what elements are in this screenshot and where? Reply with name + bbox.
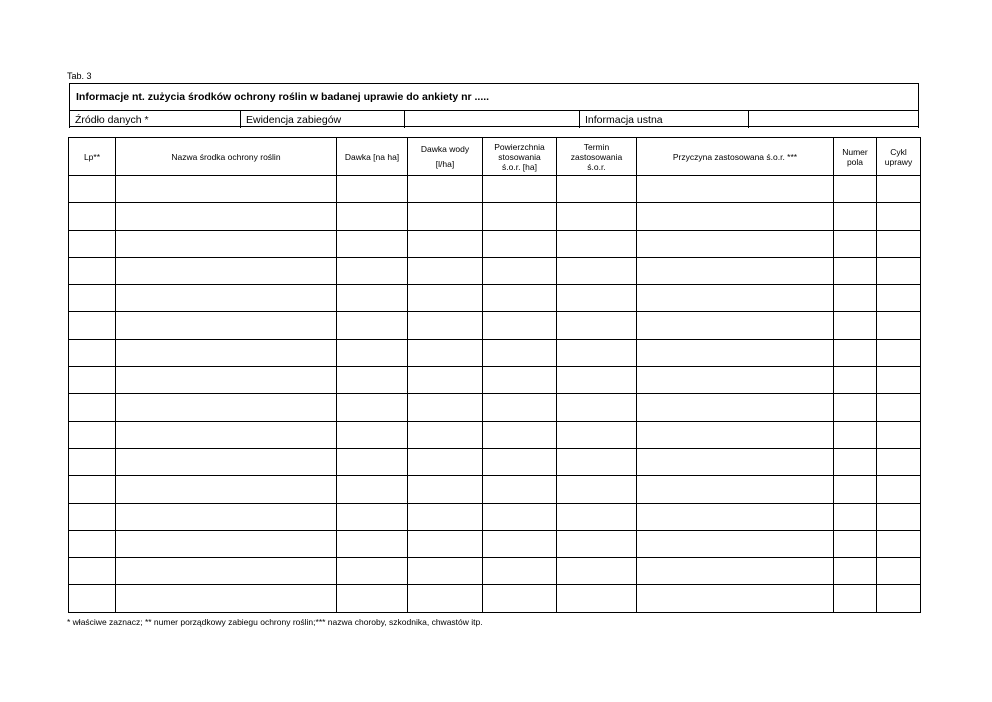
col-lp-cell[interactable]	[69, 203, 116, 230]
header-line: stosowania	[498, 151, 541, 162]
col-product-name-cell[interactable]	[116, 285, 337, 312]
header-line: Przyczyna zastosowana ś.o.r. ***	[672, 151, 798, 162]
table-number-label: Tab. 3	[67, 71, 92, 81]
col-area-cell[interactable]	[483, 257, 557, 284]
col-product-name-cell[interactable]	[116, 257, 337, 284]
col-lp-cell[interactable]	[69, 257, 116, 284]
col-crop-cycle-cell[interactable]	[877, 394, 921, 421]
col-reason-header	[637, 138, 834, 176]
col-area-cell[interactable]	[483, 503, 557, 530]
col-date-cell[interactable]	[557, 285, 637, 312]
col-crop-cycle-cell[interactable]	[877, 312, 921, 339]
table-header-row	[69, 138, 921, 176]
col-crop-cycle-cell[interactable]	[877, 476, 921, 503]
form-header	[69, 83, 919, 127]
col-reason-cell[interactable]	[637, 203, 834, 230]
col-field-number-cell[interactable]	[834, 367, 877, 394]
col-reason-cell[interactable]	[637, 421, 834, 448]
col-date-cell[interactable]	[557, 394, 637, 421]
col-water-dose-cell[interactable]	[408, 530, 483, 557]
col-field-number-cell[interactable]	[834, 448, 877, 475]
col-water-dose-cell[interactable]	[408, 394, 483, 421]
col-dose-cell[interactable]	[337, 448, 408, 475]
col-water-dose-cell[interactable]	[408, 448, 483, 475]
col-lp-cell[interactable]	[69, 285, 116, 312]
col-reason-cell[interactable]	[637, 339, 834, 366]
col-area-cell[interactable]	[483, 367, 557, 394]
table-row	[69, 503, 921, 530]
col-crop-cycle-cell[interactable]	[877, 285, 921, 312]
table-row	[69, 312, 921, 339]
header-line: pola	[846, 156, 864, 167]
col-lp-cell[interactable]	[69, 176, 116, 203]
col-date-cell[interactable]	[557, 503, 637, 530]
col-reason-cell[interactable]	[637, 312, 834, 339]
header-line: Nazwa środka ochrony roślin	[171, 151, 281, 162]
col-field-number-cell[interactable]	[834, 312, 877, 339]
col-product-name-cell[interactable]	[116, 585, 337, 612]
col-dose-cell[interactable]	[337, 476, 408, 503]
col-lp-cell[interactable]	[69, 503, 116, 530]
table-row	[69, 285, 921, 312]
header-line: Lp**	[83, 151, 101, 162]
col-lp-header	[69, 138, 116, 176]
col-water-dose-cell[interactable]	[408, 558, 483, 585]
col-reason-cell[interactable]	[637, 230, 834, 257]
col-lp-cell[interactable]	[69, 585, 116, 612]
data-source-row	[69, 110, 919, 128]
col-field-number-cell[interactable]	[834, 394, 877, 421]
col-date-cell[interactable]	[557, 476, 637, 503]
col-dose-header	[337, 138, 408, 176]
table-row	[69, 203, 921, 230]
col-water-dose-cell[interactable]	[408, 257, 483, 284]
header-line: ś.o.r.	[587, 161, 606, 172]
col-area-cell[interactable]	[483, 421, 557, 448]
col-area-header	[483, 138, 557, 176]
col-product-name-cell[interactable]	[116, 230, 337, 257]
col-dose-cell[interactable]	[337, 230, 408, 257]
header-line: zastosowania	[570, 151, 623, 162]
col-area-cell[interactable]	[483, 585, 557, 612]
col-date-cell[interactable]	[557, 176, 637, 203]
col-water-dose-cell[interactable]	[408, 230, 483, 257]
col-crop-cycle-cell[interactable]	[877, 203, 921, 230]
col-field-number-cell[interactable]	[834, 558, 877, 585]
col-dose-cell[interactable]	[337, 503, 408, 530]
col-lp-cell[interactable]	[69, 230, 116, 257]
source-oral-label: Informacja ustna	[579, 111, 748, 128]
col-date-cell[interactable]	[557, 585, 637, 612]
table-row	[69, 367, 921, 394]
col-water-dose-cell[interactable]	[408, 367, 483, 394]
col-area-cell[interactable]	[483, 285, 557, 312]
col-reason-cell[interactable]	[637, 176, 834, 203]
table-row	[69, 585, 921, 612]
col-dose-cell[interactable]	[337, 394, 408, 421]
col-dose-cell[interactable]	[337, 530, 408, 557]
col-water-dose-cell[interactable]	[408, 476, 483, 503]
col-dose-cell[interactable]	[337, 421, 408, 448]
table-row	[69, 558, 921, 585]
col-dose-cell[interactable]	[337, 339, 408, 366]
table-body	[69, 176, 921, 613]
col-dose-cell[interactable]	[337, 285, 408, 312]
col-lp-cell[interactable]	[69, 367, 116, 394]
pesticide-usage-table	[68, 137, 921, 613]
col-water-dose-header	[408, 138, 483, 176]
col-lp-cell[interactable]	[69, 530, 116, 557]
col-field-number-cell[interactable]	[834, 503, 877, 530]
form-title: Informacje nt. zużycia środków ochrony roślin w badanej uprawie do ankiety nr .....	[76, 91, 490, 103]
table-row	[69, 394, 921, 421]
col-dose-cell[interactable]	[337, 558, 408, 585]
col-field-number-cell[interactable]	[834, 257, 877, 284]
header-line: [l/ha]	[435, 159, 455, 169]
col-dose-cell[interactable]	[337, 585, 408, 612]
col-area-cell[interactable]	[483, 176, 557, 203]
col-water-dose-cell[interactable]	[408, 312, 483, 339]
col-reason-cell[interactable]	[637, 367, 834, 394]
col-product-name-cell[interactable]	[116, 476, 337, 503]
col-field-number-cell[interactable]	[834, 230, 877, 257]
col-product-name-cell[interactable]	[116, 339, 337, 366]
col-product-name-cell[interactable]	[116, 312, 337, 339]
table-row	[69, 257, 921, 284]
col-crop-cycle-cell[interactable]	[877, 585, 921, 612]
col-crop-cycle-cell[interactable]	[877, 176, 921, 203]
col-reason-cell[interactable]	[637, 530, 834, 557]
col-area-cell[interactable]	[483, 530, 557, 557]
source-oral-checkbox[interactable]	[748, 111, 919, 128]
col-reason-cell[interactable]	[637, 257, 834, 284]
col-reason-cell[interactable]	[637, 448, 834, 475]
col-product-name-cell[interactable]	[116, 203, 337, 230]
footnote: * właściwe zaznacz; ** numer porządkowy zabiegu ochrony roślin;*** nazwa choroby, szkodnika, chwastów itp.	[67, 617, 483, 627]
col-product-name-cell[interactable]	[116, 448, 337, 475]
col-dose-cell[interactable]	[337, 257, 408, 284]
col-field-number-cell[interactable]	[834, 585, 877, 612]
col-lp-cell[interactable]	[69, 312, 116, 339]
header-line: Cykl	[890, 146, 907, 157]
col-date-cell[interactable]	[557, 203, 637, 230]
col-crop-cycle-cell[interactable]	[877, 558, 921, 585]
header-line: Dawka wody	[420, 144, 470, 154]
col-field-number-cell[interactable]	[834, 285, 877, 312]
table-row	[69, 230, 921, 257]
col-water-dose-cell[interactable]	[408, 503, 483, 530]
col-area-cell[interactable]	[483, 476, 557, 503]
col-product-name-header	[116, 138, 337, 176]
col-date-cell[interactable]	[557, 367, 637, 394]
col-field-number-header	[834, 138, 877, 176]
col-dose-cell[interactable]	[337, 312, 408, 339]
col-reason-cell[interactable]	[637, 585, 834, 612]
col-product-name-cell[interactable]	[116, 558, 337, 585]
table-row	[69, 176, 921, 203]
col-product-name-cell[interactable]	[116, 530, 337, 557]
col-reason-cell[interactable]	[637, 394, 834, 421]
col-product-name-cell[interactable]	[116, 176, 337, 203]
col-area-cell[interactable]	[483, 558, 557, 585]
col-crop-cycle-cell[interactable]	[877, 230, 921, 257]
col-product-name-cell[interactable]	[116, 503, 337, 530]
col-dose-cell[interactable]	[337, 367, 408, 394]
col-date-cell[interactable]	[557, 530, 637, 557]
source-records-checkbox[interactable]	[404, 111, 579, 128]
source-records-label: Ewidencja zabiegów	[240, 111, 404, 128]
col-field-number-cell[interactable]	[834, 203, 877, 230]
col-field-number-cell[interactable]	[834, 176, 877, 203]
table-row	[69, 448, 921, 475]
header-line: Numer	[842, 146, 868, 157]
col-reason-cell[interactable]	[637, 285, 834, 312]
col-water-dose-cell[interactable]	[408, 585, 483, 612]
col-area-cell[interactable]	[483, 448, 557, 475]
col-product-name-cell[interactable]	[116, 394, 337, 421]
table-row	[69, 476, 921, 503]
col-lp-cell[interactable]	[69, 448, 116, 475]
col-crop-cycle-cell[interactable]	[877, 421, 921, 448]
col-water-dose-cell[interactable]	[408, 339, 483, 366]
col-field-number-cell[interactable]	[834, 476, 877, 503]
col-reason-cell[interactable]	[637, 476, 834, 503]
col-field-number-cell[interactable]	[834, 421, 877, 448]
col-water-dose-cell[interactable]	[408, 203, 483, 230]
col-crop-cycle-cell[interactable]	[877, 448, 921, 475]
col-product-name-cell[interactable]	[116, 367, 337, 394]
col-date-cell[interactable]	[557, 257, 637, 284]
col-area-cell[interactable]	[483, 230, 557, 257]
col-reason-cell[interactable]	[637, 503, 834, 530]
col-water-dose-cell[interactable]	[408, 176, 483, 203]
header-line: ś.o.r. [ha]	[502, 161, 537, 172]
col-date-cell[interactable]	[557, 312, 637, 339]
col-date-cell[interactable]	[557, 448, 637, 475]
col-product-name-cell[interactable]	[116, 421, 337, 448]
col-reason-cell[interactable]	[637, 558, 834, 585]
col-crop-cycle-cell[interactable]	[877, 339, 921, 366]
header-line: uprawy	[884, 156, 913, 167]
col-area-cell[interactable]	[483, 339, 557, 366]
table-row	[69, 530, 921, 557]
col-water-dose-cell[interactable]	[408, 285, 483, 312]
col-crop-cycle-cell[interactable]	[877, 367, 921, 394]
col-date-cell[interactable]	[557, 339, 637, 366]
col-lp-cell[interactable]	[69, 394, 116, 421]
table-row	[69, 339, 921, 366]
header-line: Powierzchnia	[494, 141, 545, 152]
col-lp-cell[interactable]	[69, 558, 116, 585]
col-field-number-cell[interactable]	[834, 339, 877, 366]
data-source-label: Źródło danych *	[69, 111, 240, 128]
col-crop-cycle-cell[interactable]	[877, 530, 921, 557]
col-crop-cycle-header	[877, 138, 921, 176]
header-line: Dawka [na ha]	[344, 151, 400, 162]
col-crop-cycle-cell[interactable]	[877, 503, 921, 530]
col-dose-cell[interactable]	[337, 203, 408, 230]
col-lp-cell[interactable]	[69, 421, 116, 448]
col-date-header	[557, 138, 637, 176]
col-area-cell[interactable]	[483, 203, 557, 230]
header-line: Termin	[583, 141, 610, 152]
col-crop-cycle-cell[interactable]	[877, 257, 921, 284]
table-row	[69, 421, 921, 448]
col-date-cell[interactable]	[557, 421, 637, 448]
col-dose-cell[interactable]	[337, 176, 408, 203]
col-field-number-cell[interactable]	[834, 530, 877, 557]
col-area-cell[interactable]	[483, 394, 557, 421]
col-area-cell[interactable]	[483, 312, 557, 339]
col-lp-cell[interactable]	[69, 476, 116, 503]
col-water-dose-cell[interactable]	[408, 421, 483, 448]
col-lp-cell[interactable]	[69, 339, 116, 366]
col-date-cell[interactable]	[557, 558, 637, 585]
col-date-cell[interactable]	[557, 230, 637, 257]
